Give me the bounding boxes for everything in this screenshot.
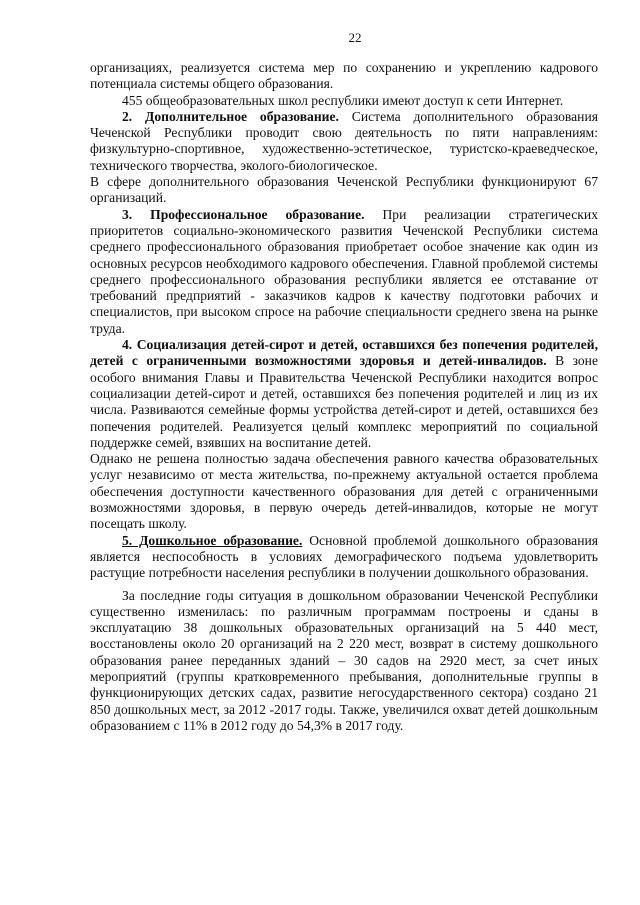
paragraph-7 [90, 451, 598, 532]
paragraph-9 [90, 588, 598, 735]
paragraph-5-text: При реализации стратегических приоритетов социально-экономического развития Чеченской Республики система среднего профессионального образования приобретает особое значение как один из основных ресурсов необходимого кадрового обеспечения. Главной проблемой системы среднего профессионального образования республики является ее отставание от требований предприятий - заказчиков кадров к качеству подготовки рабочих и специалистов, при высоком спросе на рабочие специальности среднего звена на рынке труда. [90, 206, 598, 336]
paragraph-3-text: Система дополнительного образования Чеченской Республики проводит свою деятельность по пяти направлениям: физкультурно-спортивное, художественно-эстетическое, туристско-краеведческое, технического творчества, эколого-биологическое. [90, 108, 598, 173]
paragraph-7-text: Однако не решена полностью задача обеспечения равного качества образовательных услуг независимо от места жительства, по-прежнему актуальной остается проблема обеспечения доступности качественного образования для детей с ограниченными возможностями здоровья, в первую очередь детей-инвалидов, которые не могут посещать школу. [90, 451, 598, 532]
paragraph-8-text: Основной проблемой дошкольного образования является неспособность в условиях демографического подъема удовлетворить растущие потребности населения республики в получении дошкольного образования. [90, 532, 598, 581]
paragraph-1 [90, 60, 598, 93]
document-page [90, 0, 598, 734]
page-number: 22 [348, 30, 362, 45]
paragraph-2-text: 455 общеобразовательных школ республики имеют доступ к сети Интернет. [122, 92, 564, 108]
paragraph-8 [90, 533, 598, 582]
paragraph-2 [90, 93, 598, 109]
paragraph-6 [90, 337, 598, 451]
section-heading-3: 3. Профессиональное образование. [122, 206, 365, 222]
paragraph-4 [90, 174, 598, 207]
paragraph-6-text: В зоне особого внимания Главы и Правительства Чеченской Республики находится вопрос социализации детей-сирот и детей, оставшихся без попечения родителей и лиц из их числа. Развиваются семейные формы устройства детей-сирот и детей, оставшихся без попечения родителей. Реализуется целый комплекс мероприятий по социальной поддержке семей, взявших на воспитание детей. [90, 353, 598, 450]
paragraph-5 [90, 207, 598, 337]
section-heading-2: 2. Дополнительное образование. [122, 108, 339, 124]
paragraph-4-text: В сфере дополнительного образования Чеченской Республики функционируют 67 организаций. [90, 174, 598, 206]
paragraph-1-text: организациях, реализуется система мер по сохранению и укреплению кадрового потенциала системы общего образования. [90, 60, 598, 92]
paragraph-9-text: За последние годы ситуация в дошкольном образовании Чеченской Республики существенно изменилась: по различным программам построены и сданы в эксплуатацию 38 дошкольных образовательных организаций на 5 440 мест, восстановлены около 20 организаций на 2 220 мест, возврат в систему дошкольного образования ранее переданных зданий – 30 садов на 2920 мест, за счет иных мероприятий (группы кратковременного пребывания, дополнительные группы в функционирующих детских садах, развитие негосударственного сектора) создано 21 850 дошкольных мест, за 2012 -2017 годы. Также, увеличился охват детей дошкольным образованием с 11% в 2012 году до 54,3% в 2017 году. [90, 587, 598, 733]
paragraph-3 [90, 109, 598, 174]
section-heading-4: 4. Социализация детей-сирот и детей, оставшихся без попечения родителей, детей с ограниченными возможностями здоровья и детей-инвалидов. [90, 337, 598, 369]
section-heading-5: 5. Дошкольное образование. [122, 532, 303, 548]
